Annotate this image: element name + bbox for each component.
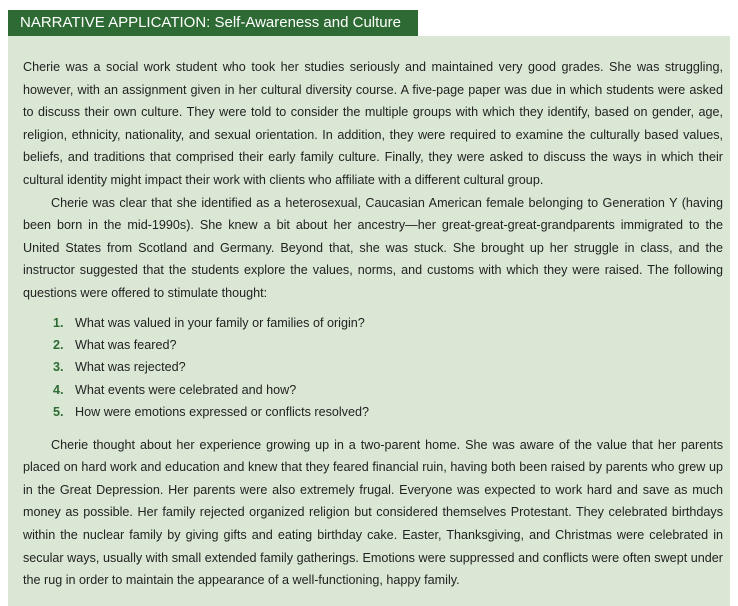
list-item — [53, 379, 723, 401]
question-text: What events were celebrated and how? — [75, 382, 297, 397]
list-item — [53, 356, 723, 378]
question-text: What was rejected? — [75, 360, 186, 375]
question-number: 5. — [53, 405, 64, 420]
question-text: What was valued in your family or families of origin? — [75, 315, 365, 330]
narrative-panel — [8, 36, 730, 606]
list-item — [53, 312, 723, 334]
paragraph-1: Cherie was a social work student who took her studies seriously and maintained very good grades. She was struggling, however, with an assignment given in her cultural diversity course. A five-page paper was due in which students were asked to discuss their own culture. They were told to consider the multiple groups with which they identify, based on gender, age, religion, ethnicity, nationality, and sexual orientation. In addition, they were required to examine the culturally based values, beliefs, and traditions that comprised their early family culture. Finally, they were asked to discuss the ways in which their cultural identity might impact their work with clients who affiliate with a different cultural group. — [23, 60, 723, 187]
list-item — [53, 401, 723, 423]
paragraph-3: Cherie thought about her experience growing up in a two-parent home. She was aware of the value that her parents placed on hard work and education and knew that they feared financial ruin, having both been raised by parents who grew up in the Great Depression. Her parents were also extremely frugal. Everyone was expected to work hard and save as much money as possible. Her family rejected organized religion but considered themselves Protestant. They celebrated birthdays within the nuclear family by giving gifts and eating birthday cake. Easter, Thanksgiving, and Christmas were celebrated in secular ways, usually with small extended family gatherings. Emotions were suppressed and conflicts were often swept under the rug in order to maintain the appearance of a well-functioning, happy family. — [23, 437, 723, 588]
question-number: 1. — [53, 315, 64, 330]
question-text: How were emotions expressed or conflicts resolved? — [75, 405, 369, 420]
question-number: 2. — [53, 337, 64, 352]
question-number: 3. — [53, 360, 64, 375]
question-list — [23, 312, 723, 424]
list-item — [53, 334, 723, 356]
section-title: NARRATIVE APPLICATION: Self-Awareness and Culture — [8, 10, 418, 36]
narrative-content — [23, 56, 723, 592]
question-text: What was feared? — [75, 337, 177, 352]
section-header-bar — [8, 10, 730, 38]
question-number: 4. — [53, 382, 64, 397]
paragraph-2: Cherie was clear that she identified as a heterosexual, Caucasian American female belonging to Generation Y (having been born in the mid-1990s). She knew a bit about her ancestry—her great-great-great-grandparents immigrated to the United States from Scotland and Germany. Beyond that, she was stuck. She brought up her struggle in class, and the instructor suggested that the students explore the values, norms, and customs with which they were raised. The following questions were offered to stimulate thought: — [23, 195, 723, 300]
